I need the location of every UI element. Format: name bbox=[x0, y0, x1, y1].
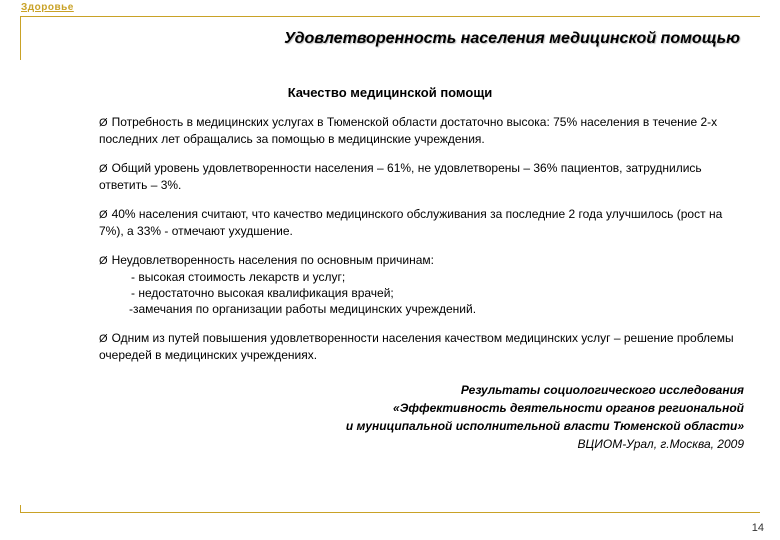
bullet-item bbox=[99, 114, 739, 147]
bullet-text: Общий уровень удовлетворенности населения – 61%, не удовлетворены – 36% пациентов, затруднились ответить – 3%. bbox=[99, 161, 702, 192]
reasons-list bbox=[99, 269, 739, 317]
page-title: Удовлетворенность населения медицинской помощью bbox=[284, 30, 740, 47]
frame-left-line bbox=[20, 16, 21, 60]
frame-bottom-line bbox=[20, 512, 760, 513]
bullet-text: Одним из путей повышения удовлетворенности населения качеством медицинских услуг – решение проблемы очередей в медицинских учреждениях. bbox=[99, 331, 734, 362]
reason-item: - высокая стоимость лекарств и услуг; bbox=[131, 270, 346, 284]
source-line: «Эффективность деятельности органов региональной bbox=[393, 401, 744, 415]
bullet-item bbox=[99, 330, 739, 363]
source-line: Результаты социологического исследования bbox=[460, 383, 744, 397]
bullet-text: Потребность в медицинских услугах в Тюменской области достаточно высока: 75% населения в течение 2-х последних лет обращались за помощью в медицинские учреждения. bbox=[99, 115, 718, 146]
source-line: ВЦИОМ-Урал, г.Москва, 2009 bbox=[577, 437, 744, 451]
bullet-text: Неудовлетворенность населения по основным причинам: bbox=[111, 253, 435, 267]
bullet-item bbox=[99, 206, 739, 239]
page-number: 14 bbox=[751, 522, 764, 534]
bullet-item bbox=[99, 252, 739, 317]
arrow-bullet-icon: Ø bbox=[99, 333, 108, 345]
arrow-bullet-icon: Ø bbox=[99, 117, 108, 129]
frame-top-line bbox=[20, 16, 760, 17]
arrow-bullet-icon: Ø bbox=[99, 209, 108, 221]
section-tag[interactable]: Здоровье bbox=[21, 2, 74, 13]
reason-item: -замечания по организации работы медицинских учреждений. bbox=[129, 302, 477, 316]
reason-item: - недостаточно высокая квалификация врачей; bbox=[131, 286, 394, 300]
bullet-item bbox=[99, 160, 739, 193]
arrow-bullet-icon: Ø bbox=[99, 163, 108, 175]
source-line: и муниципальной исполнительной власти Тюменской области» bbox=[345, 419, 744, 433]
section-title: Качество медицинской помощи bbox=[287, 85, 493, 100]
bullet-text: 40% населения считают, что качество медицинского обслуживания за последние 2 года улучшилось (рост на 7%), а 33% - отмечают ухудшение. bbox=[99, 207, 723, 238]
bullet-list bbox=[99, 114, 739, 376]
arrow-bullet-icon: Ø bbox=[99, 255, 108, 267]
source-citation bbox=[346, 381, 744, 453]
